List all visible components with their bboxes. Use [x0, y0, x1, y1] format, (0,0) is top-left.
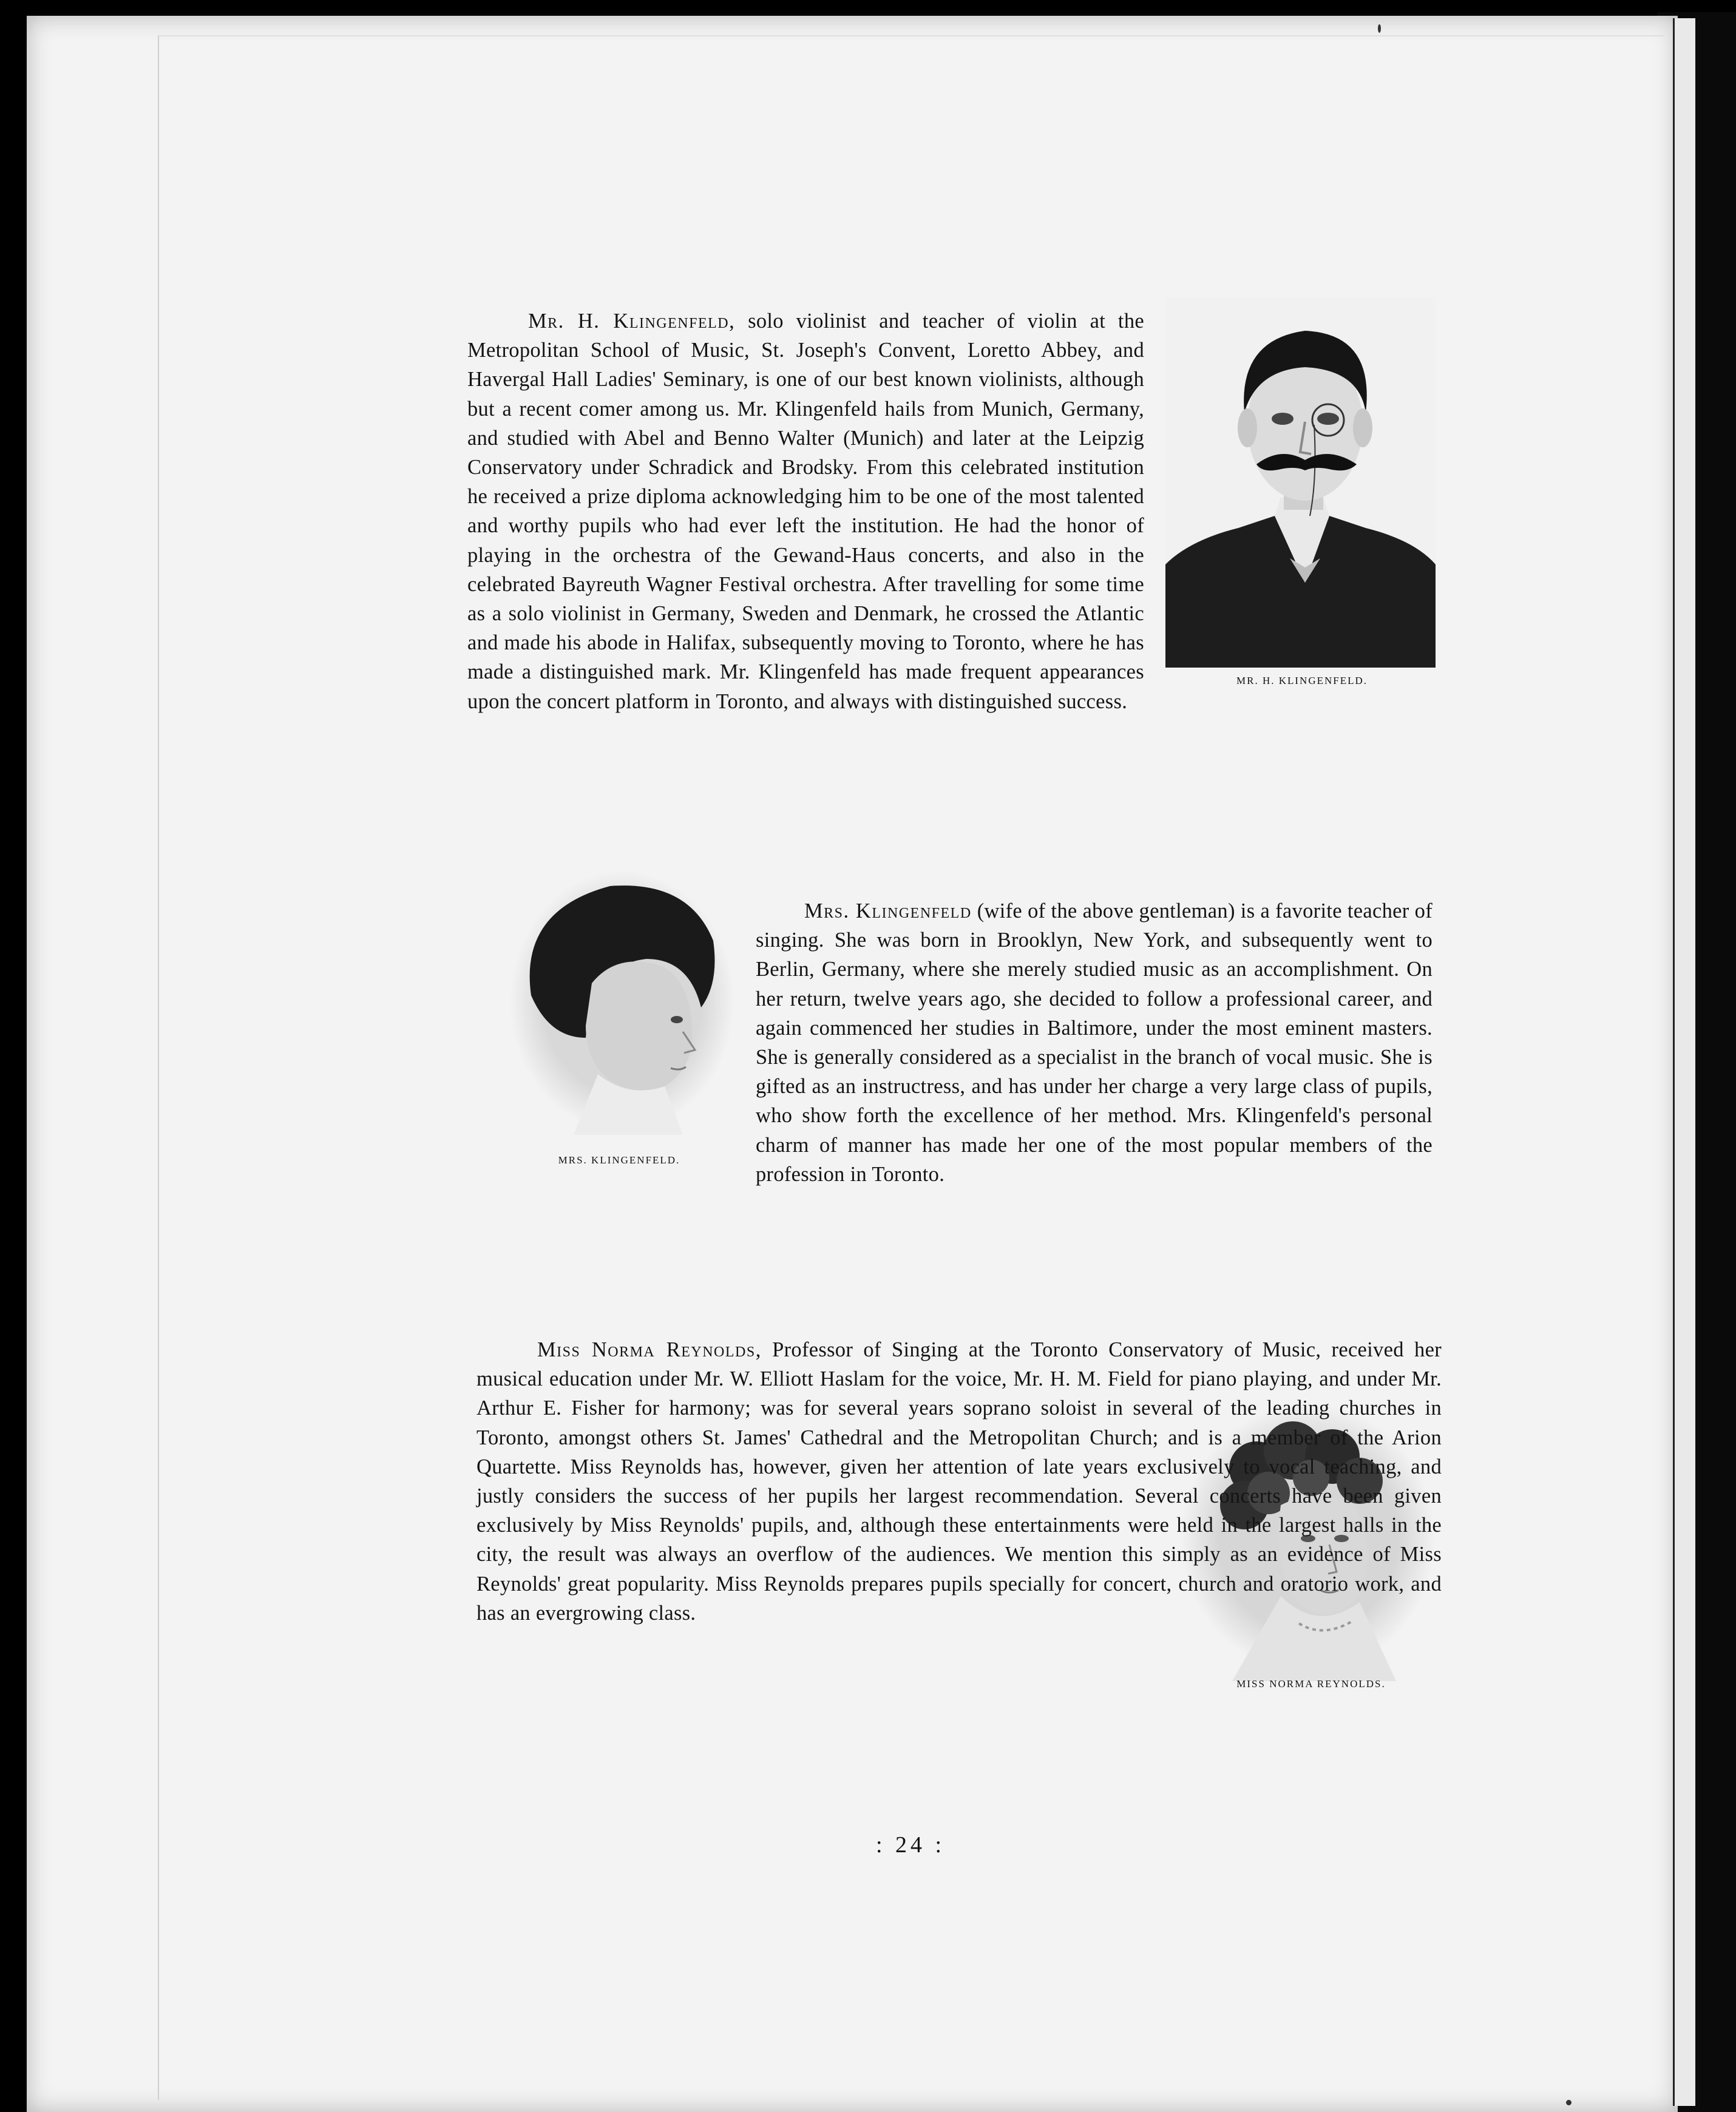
- bio-mr-klingenfeld-top: [467, 306, 1144, 745]
- caption-miss-reynolds: MISS NORMA REYNOLDS.: [1236, 1678, 1386, 1690]
- scan-speck: [1378, 24, 1381, 33]
- bio-miss-reynolds-text: Professor of Singing at the Toronto Conservatory of Music, received her musical education under Mr. W. Elliott Haslam for the voice, Mr. H. M. Field for piano playing, and under Mr. Arthur E. Fisher for harmony; was for several years soprano soloist in several of the leading churches in Toronto, amongst others St. James' Cathedral and the Metropolitan Church; and is a member of the Arion Quartette. Miss Reynolds has, however, given her attention of late years exclusively to vocal teaching, and justly considers the success of her pupils her largest recommendation. Several concerts have been given exclusively by Miss Reynolds' pupils, and, although these entertainments were held in the largest halls in the city, the result was always an overflow of the audiences. We mention this simply as an evidence of Miss Reynolds' great popularity. Miss Reynolds prepares pupils specially for concert, church and oratorio work, and has an evergrowing class.: [476, 1338, 1442, 1625]
- portrait-man-icon: [1165, 297, 1436, 668]
- photo-mrs-klingenfeld: [507, 868, 737, 1135]
- scan-speck: [1566, 2100, 1572, 2105]
- name-miss-reynolds: Miss Norma Reynolds,: [537, 1338, 762, 1361]
- caption-mrs-klingenfeld: MRS. KLINGENFELD.: [558, 1154, 680, 1166]
- bio-mrs-klingenfeld: [756, 896, 1433, 1218]
- bio-miss-reynolds: [476, 1335, 1442, 1657]
- next-page-sliver: [1673, 18, 1695, 2106]
- name-mrs-klingenfeld: Mrs. Klingenfeld: [804, 899, 972, 922]
- bio-mr-klingenfeld-text: solo violinist and teacher of violin at the Metropolitan School of Music, St. Joseph's Convent, Loretto Abbey, and Havergal Hall Ladies' Seminary, is one of our best known violinists, although but a recent comer among us. Mr. Klingenfeld hails from Munich, Germany, and studied with Abel and Benno Walter (Munich) and later at the Leipzig Conservatory under Schradick and Brodsky. From this celebrated institution he received a prize diploma acknowledging him to be one of the most talented and worthy pupils who had ever left the institution. He had the honor of playing in the orchestra of the Gewand-Haus concerts, and also in the celebrated Bayreuth Wagner Festival orchestra. After travelling for some time as a solo violinist in Germany, Sweden and Denmark, he crossed the Atlantic and made his abode in Halifax, subsequently moving to Toronto, where he has made a distinguished mark. Mr. Klingenfeld has made frequent appearances upon the concert platform in Toronto, and always with distinguished success.: [467, 310, 1144, 713]
- portrait-woman-icon: [507, 868, 737, 1135]
- page-number: : 24 :: [875, 1832, 946, 1858]
- photo-mr-klingenfeld: [1165, 297, 1436, 668]
- bio-mrs-klingenfeld-text: (wife of the above gentleman) is a favorite teacher of singing. She was born in Brooklyn, New York, and subsequently went to Berlin, Germany, where she merely studied music as an accomplishment. On her return, twelve years ago, she decided to follow a professional career, and again commenced her studies in Baltimore, under the most eminent masters. She is generally considered as a specialist in the branch of vocal music. She is gifted as an instructress, and has under her charge a very large class of pupils, who show forth the excellence of her method. Mrs. Klingenfeld's personal charm of manner has made her one of the most popular members of the profession in Toronto.: [756, 899, 1433, 1186]
- name-mr-klingenfeld: Mr. H. Klingenfeld,: [528, 310, 736, 333]
- caption-mr-klingenfeld: MR. H. KLINGENFELD.: [1236, 675, 1368, 686]
